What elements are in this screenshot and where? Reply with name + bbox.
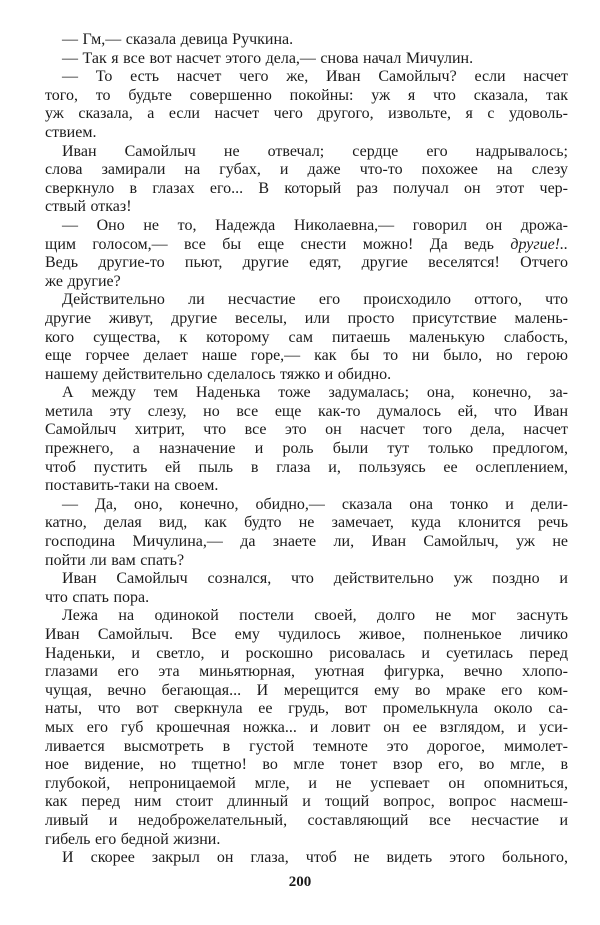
- text-line-content: кого существа, к которому сам питаешь маленькую слабость,: [45, 328, 568, 346]
- text-line: [45, 68, 568, 87]
- text-line-content: господина Мичулина,— да знаете ли, Иван Самойлыч, уж не: [45, 533, 568, 551]
- text-line-content: того, то будьте совершенно покойны: уж я что сказала, так: [45, 86, 568, 104]
- text-line-content: Ведь другие-то пьют, другие едят, другие веселятся! Отчего: [45, 254, 568, 272]
- text-line: [45, 533, 568, 552]
- text-line-content: Иван Самойлыч не отвечал; сердце его надрывалось;: [62, 142, 568, 160]
- text-line-content: мых его губ крошечная ножка... и ловит он ее взглядом, и уси-: [45, 718, 568, 736]
- text-line: [45, 198, 568, 217]
- text-line: [45, 756, 568, 775]
- text-line: [45, 626, 568, 645]
- text-line-content: Иван Самойлыч. Все ему чудилось живое, полненькое личико: [45, 626, 568, 643]
- text-line-content: ное видение, но тщетно! во мгле тонет взор его, во мгле, в: [45, 756, 568, 774]
- text-line-content: как перед ним стоит длинный и тощий вопрос, вопрос насмеш-: [45, 793, 568, 811]
- text-line: [45, 570, 568, 589]
- text-line: [45, 161, 568, 180]
- text-line: [45, 421, 568, 440]
- text-line: [45, 310, 568, 329]
- text-line-content: — Так я все вот насчет этого дела,— снова начал Мичулин.: [62, 49, 474, 67]
- text-line: [45, 236, 568, 255]
- text-line: [45, 738, 568, 757]
- text-line: [45, 180, 568, 199]
- text-line-content: еще горчее делает наше горе,— как бы то ни было, но герою: [45, 347, 568, 365]
- text-line-content: ствием.: [45, 123, 97, 141]
- text-line-content: нашему действительно сделалось тяжко и обидно.: [45, 365, 392, 383]
- text-line-content: катно, делая вид, как будто не замечает, куда клонится речь: [45, 514, 568, 532]
- text-line-content: что спать пора.: [45, 588, 150, 606]
- text-line: [45, 496, 568, 515]
- text-line: [45, 31, 568, 50]
- text-line-content: щим голосом,— все бы еще снести можно! Да ведь: [45, 235, 511, 253]
- text-line-content: ствый отказ!: [45, 198, 132, 216]
- text-line: [45, 124, 568, 143]
- text-line-content: И скорее закрыл он глаза, чтоб не видеть этого больного,: [62, 849, 568, 867]
- text-line: [45, 793, 568, 812]
- text-line: [45, 87, 568, 106]
- text-line-content: Иван Самойлыч сознался, что действительно уж поздно и: [62, 570, 568, 588]
- text-line-content: ливый и недоброжелательный, составляющий все несчастие и: [45, 811, 568, 829]
- text-line: [45, 440, 568, 459]
- text-line-content: ливается высмотреть в густой темноте это дорогое, мимолет-: [45, 737, 568, 755]
- text-line-content: уж сказала, а если насчет чего другого, извольте, я с удоволь-: [45, 105, 568, 123]
- text-line: [45, 366, 568, 385]
- text-line-content: — Да, оно, конечно, обидно,— сказала она тонко и дели-: [62, 495, 568, 513]
- text-line: [45, 831, 568, 850]
- text-line: [45, 254, 568, 273]
- text-line-content: А между тем Наденька тоже задумалась; она, конечно, за-: [62, 384, 568, 402]
- text-line: [45, 700, 568, 719]
- text-line-content: другие живут, другие веселы, или просто присутствие малень-: [45, 309, 568, 327]
- text-line-content: — Гм,— сказала девица Ручкина.: [62, 31, 294, 48]
- text-line-content: гибель его бедной жизни.: [45, 830, 221, 848]
- text-line-content: метила эту слезу, но все еще как-то думалось ей, что Иван: [45, 402, 568, 420]
- body-text: [45, 31, 568, 868]
- text-line: [45, 775, 568, 794]
- text-line-content: чтоб пустить ей пыль в глаза и, пользуясь ее ослеплением,: [45, 458, 568, 476]
- text-line: [45, 217, 568, 236]
- text-line-content: прежнего, а назначение и роль были тут только предлогом,: [45, 440, 568, 458]
- text-line: [45, 291, 568, 310]
- text-line-content: Действительно ли несчастие его происходило оттого, что: [62, 291, 568, 309]
- text-line-content: поставить-таки на своем.: [45, 477, 219, 495]
- italic-emphasis: другие!..: [510, 235, 568, 253]
- text-line: [45, 514, 568, 533]
- text-line: [45, 663, 568, 682]
- text-line: [45, 273, 568, 292]
- text-line-content: пойти ли вам спать?: [45, 551, 185, 569]
- text-line: [45, 403, 568, 422]
- text-line-content: глубокой, непроницаемой мгле, и не успевает он опомниться,: [45, 774, 568, 792]
- text-line-content: же другие?: [45, 272, 121, 290]
- text-line: [45, 105, 568, 124]
- text-line: [45, 347, 568, 366]
- text-line-content: Наденьки, и светло, и роскошно рисовалась и суетилась перед: [45, 644, 568, 662]
- text-line-content: Лежа на одинокой постели своей, долго не мог заснуть: [62, 607, 568, 625]
- text-line: [45, 849, 568, 868]
- text-line: [45, 143, 568, 162]
- text-line-content: — Оно не то, Надежда Николаевна,— говорил он дрожа-: [62, 216, 568, 234]
- text-line: [45, 459, 568, 478]
- text-line-content: сверкнуло в глазах его... В который раз получал он этот чер-: [45, 179, 568, 197]
- text-line-content: глазами его эта миньятюрная, уютная фигурка, вечно хлопо-: [45, 663, 568, 681]
- text-line-content: Самойлыч хитрит, что все это он насчет того дела, насчет: [45, 421, 568, 439]
- text-line: [45, 682, 568, 701]
- text-line: [45, 589, 568, 608]
- text-line: [45, 50, 568, 69]
- text-line: [45, 645, 568, 664]
- text-line-content: — То есть насчет чего же, Иван Самойлыч? если насчет: [62, 68, 568, 86]
- text-line: [45, 477, 568, 496]
- text-line-content: наты, что вот сверкнула ее грудь, вот промелькнула около са-: [45, 700, 568, 718]
- text-line: [45, 812, 568, 831]
- page-number: 200: [288, 874, 312, 890]
- text-line-content: слова замирали на губах, и даже что-то похожее на слезу: [45, 161, 568, 179]
- text-line: [45, 607, 568, 626]
- text-line: [45, 552, 568, 571]
- text-line: [45, 329, 568, 348]
- text-line-content: чущая, вечно бегающая... И мерещится ему во мраке его ком-: [45, 681, 568, 699]
- text-line: [45, 384, 568, 403]
- text-line: [45, 719, 568, 738]
